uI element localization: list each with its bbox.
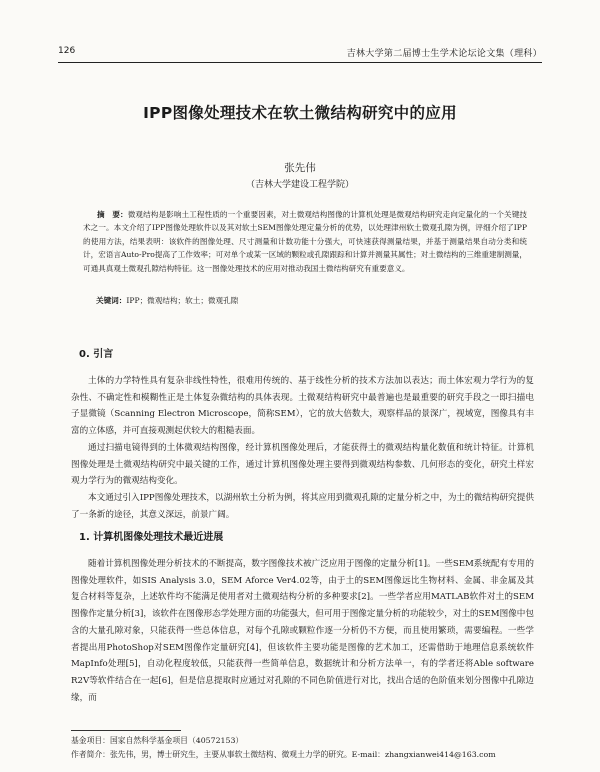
footnote-funding: 基金项目：国家自然科学基金项目（40572153）	[71, 736, 244, 745]
paragraph: 通过扫描电镜得到的土体微观结构图像，经计算机图像处理后，才能获得土的微观结构量化数值和统计特征。计算机图像处理是土微观结构研究中最关键的工作，通过计算机图像处理主要得到微观结构参数、几何形态的变化，研究土样宏观力学行为的微观结构变化。	[71, 442, 534, 487]
paragraph: 土体的力学特性具有复杂非线性特性，很难用传统的、基于线性分析的技术方法加以表达；而土体宏观力学行为的复杂性、不确定性和模糊性正是土体复杂微结构的具体表现。土微观结构研究中最普遍也是最重要的研究手段之一即扫描电子显微镜（Scanning Electron Microscope，简称SEM），它的放大倍数大，观察样品的景深广，视域宽，图像具有丰富的立体感，并可直接观测起伏较大的粗糙表面。	[71, 376, 534, 437]
paper-title: IPP图像处理技术在软土微结构研究中的应用	[143, 104, 457, 122]
page-number: 126	[58, 46, 76, 56]
progress-body	[71, 556, 534, 706]
footnote-rule	[71, 730, 181, 731]
header-rule	[58, 62, 542, 63]
paragraph: 本文通过引入IPP图像处理技术，以湖州软土分析为例，将其应用到微观孔隙的定量分析之中，为土的微结构研究提供了一条新的途径，其意义深远，前景广阔。	[71, 492, 534, 520]
abstract-label: 摘 要：	[97, 210, 128, 219]
keywords-text: IPP；微观结构；软土；微观孔隙	[126, 296, 239, 305]
footnote-author-bio: 作者简介：张先伟，男，博士研究生，主要从事软土微结构、微观土力学的研究。E-mail：zhangxianwei414@163.com	[71, 750, 496, 759]
footnotes	[71, 734, 534, 762]
introduction-body	[71, 373, 534, 523]
author-name: 张先伟	[284, 162, 316, 174]
section-heading-introduction: 0. 引言	[79, 349, 114, 360]
paragraph: 随着计算机图像处理分析技术的不断提高，数字图像技术被广泛应用于图像的定量分析[1]。一些SEM系统配有专用的图像处理软件，如SIS Analysis 3.0，SEM Aforce Ver4.02等，由于土的SEM图像远比生物材料、金属、非金属及其复合材料等复杂，上述软件均不能满足使用者对土微观结构分析的多种要求[2]。一些学者应用MATLAB软件对土的SEM图像作定量分析[3]，该软件在图像形态学处理方面的功能强大，但可用于图像定量分析的功能较少，对土的SEM图像中包含的大量孔隙对象，只能获得一些总体信息，对每个孔隙或颗粒作逐一分析仍不方便，而且使用繁琐，需要编程。一些学者提出用PhotoShop对SEM图像作定量研究[4]，但该软件主要功能是图像的艺术加工，还需借助于地理信息系统软件MapInfo处理[5]，自动化程度较低，只能获得一些简单信息，数据统计和分析方法单一，有的学者还将Able software R2V等软件结合在一起[6]，但是信息提取时应通过对孔隙的不同色阶值进行对比，找出合适的色阶值来划分图像中孔隙边缘，而	[71, 559, 534, 703]
keywords	[96, 295, 527, 306]
keywords-label: 关键词：	[96, 296, 127, 305]
journal-title: 吉林大学第二届博士生学术论坛论文集（理科）	[346, 49, 542, 59]
author-affiliation: （吉林大学建设工程学院）	[245, 180, 354, 190]
abstract	[83, 208, 527, 275]
abstract-text: 微观结构是影响土工程性质的一个重要因素，对土微观结构图像的计算机处理是微观结构研究走向定量化的一个关键技术之一。本文介绍了IPP图像处理软件以及其对软土SEM图像处理定量分析的优势，以处理津州软土微观孔隙为例，评细介绍了IPP的使用方法，结果表明：该软件的图像处理、尺寸测量和计数功能十分强大，可快速获得测量结果，并基于测量结果自动分类和统计，宏语言Auto-Pro提高了工作效率；可对单个或某一区域的颗粒或孔隙跟踪和计算并测量其属性；对土微结构的三维重建制测量，可通具真观土微观孔隙结构特征。这一图像处理技术的应用对推动我国土微结构研究有重要意义。	[83, 210, 528, 273]
running-header	[58, 46, 542, 60]
section-heading-progress: 1. 计算机图像处理技术最近进展	[79, 532, 224, 543]
